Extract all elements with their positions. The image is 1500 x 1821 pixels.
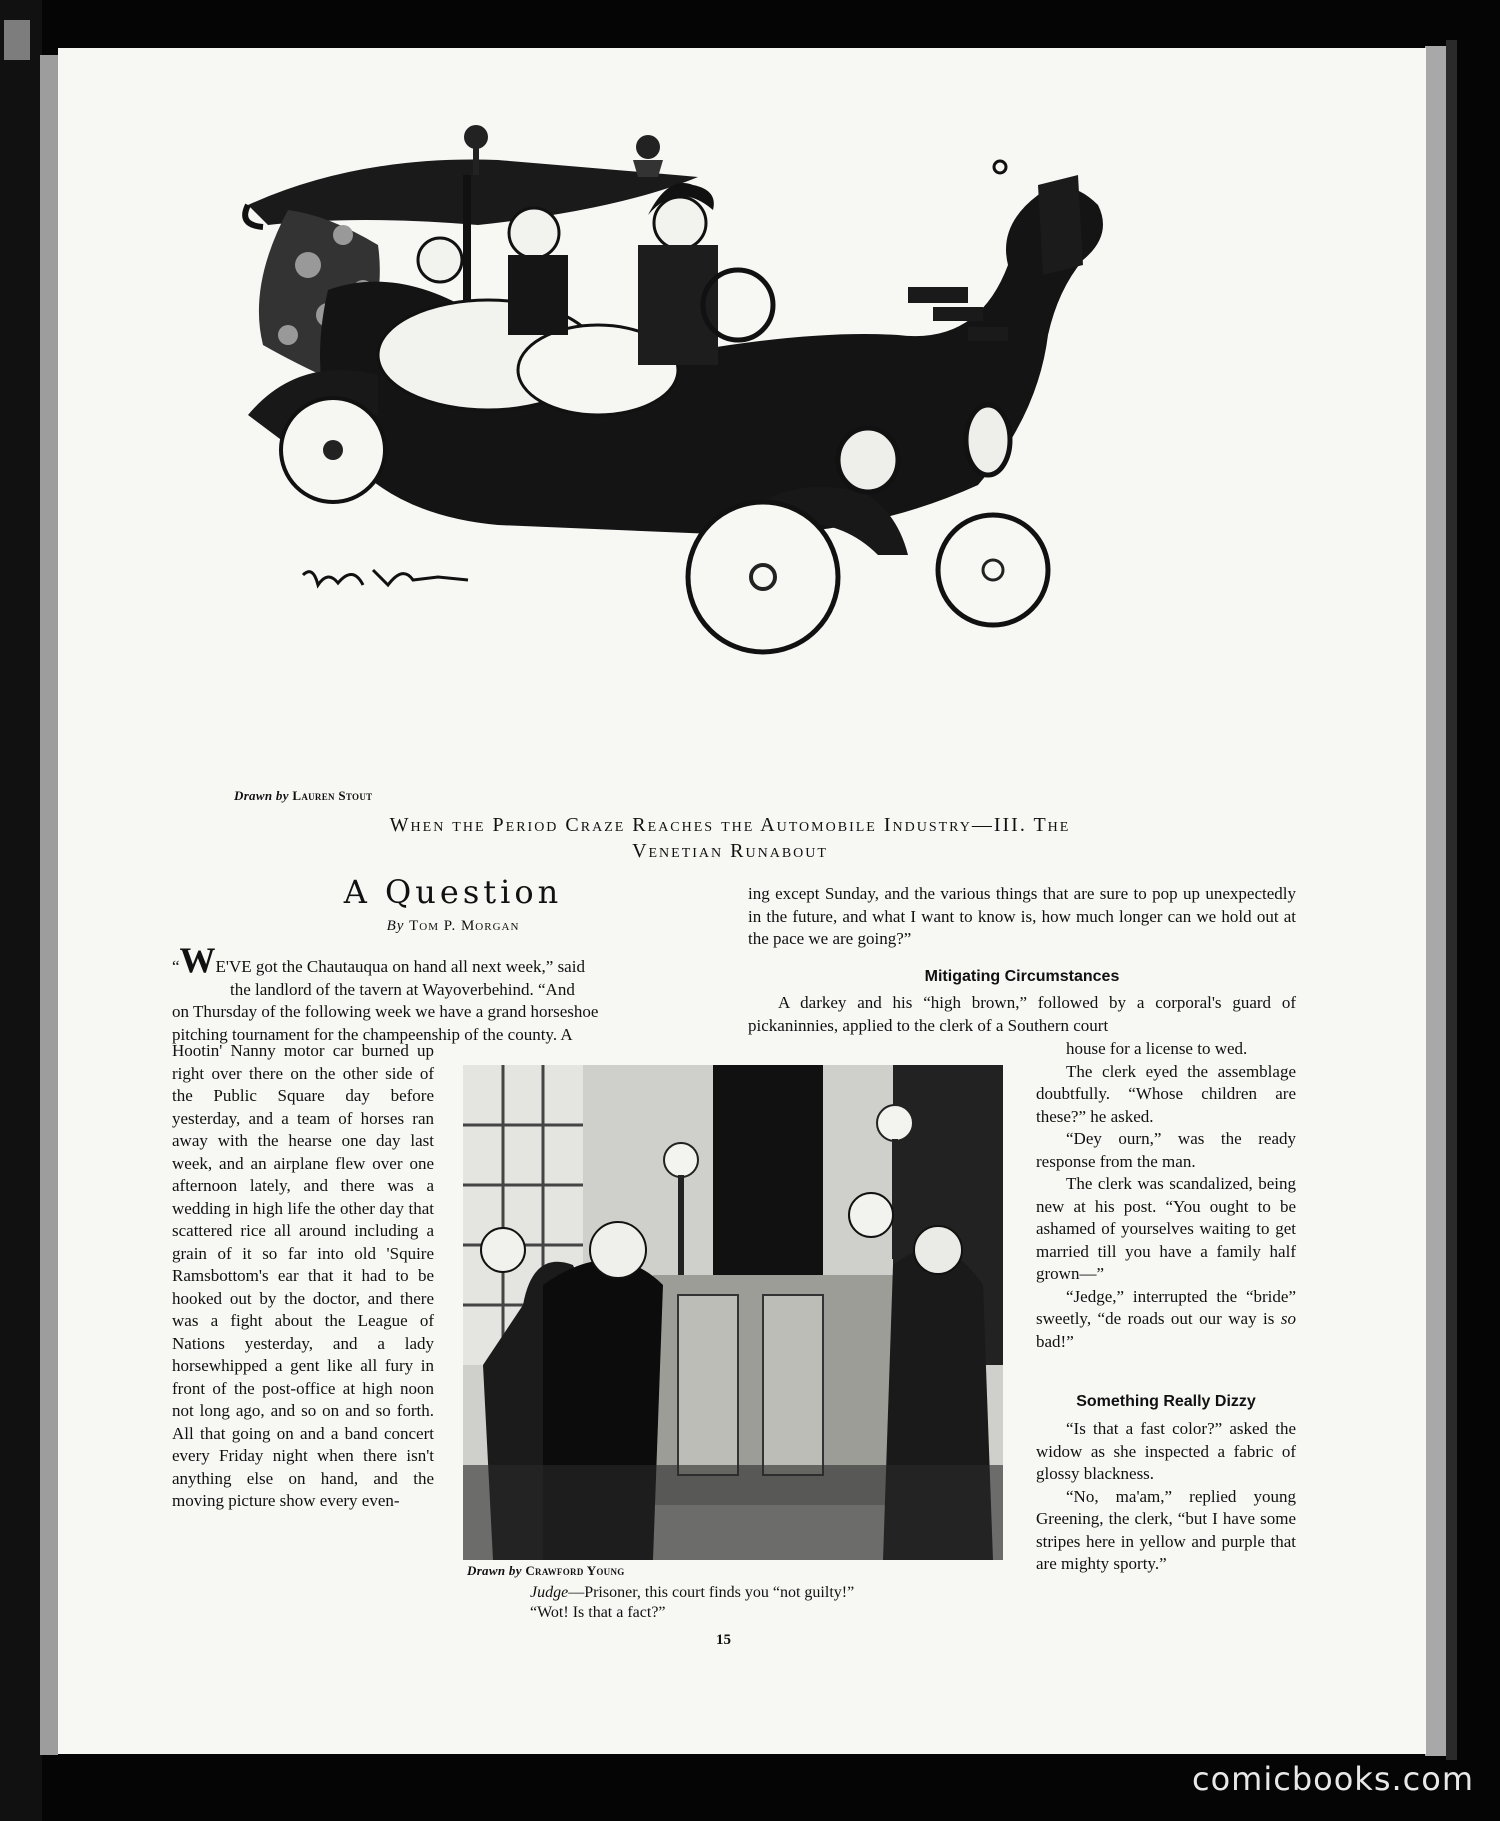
courtroom-cartoon — [463, 1065, 1003, 1560]
article-title: A Question — [343, 873, 563, 911]
cartoon-credit — [467, 1563, 625, 1579]
mitigating-body — [1036, 1038, 1296, 1353]
lead-paragraph — [172, 940, 702, 1046]
subhead-mitigating: Mitigating Circumstances — [924, 968, 1120, 985]
caption-line-2: Venetian Runabout — [632, 840, 828, 862]
open-quote: “ — [172, 957, 180, 976]
dizzy-p2: “No, ma'am,” replied young Greening, the clerk, “but I have some stripes here in yellow and purple that are mighty sporty.” — [1036, 1486, 1296, 1573]
mitigating-lead — [748, 992, 1296, 1037]
cartoon-speaker: Judge — [530, 1584, 569, 1601]
binding-tab — [4, 20, 30, 60]
cartoon-credit-name: Crawford Young — [525, 1563, 625, 1578]
byline-author: Tom P. Morgan — [409, 918, 520, 934]
caption-line-1: When the Period Craze Reaches the Automobile Industry—III. The — [389, 814, 1071, 836]
cartoon-caption-line-1: —Prisoner, this court finds you “not guilty!” — [568, 1584, 855, 1601]
illustration-credit — [234, 788, 372, 804]
cartoon-caption — [530, 1583, 970, 1623]
venetian-runabout-illustration — [178, 115, 1248, 775]
left-page-strip — [40, 55, 58, 1755]
mitigating-p5-a: “Jedge,” interrupted the “bride” sweetly, “de roads out our way is — [1036, 1286, 1296, 1328]
mitigating-p5-emphasis: so — [1280, 1309, 1296, 1328]
page-number: 15 — [716, 1632, 731, 1648]
lead-line-2: the landlord of the tavern at Wayoverbehind. “And — [230, 979, 575, 999]
article-body-column — [172, 1040, 434, 1513]
byline-prefix: By — [386, 918, 405, 934]
lead-line-4: pitching tournament for the champeenship of the county. A — [172, 1024, 573, 1044]
dizzy-body — [1036, 1418, 1296, 1576]
mitigating-p5-b: bad!” — [1036, 1331, 1074, 1351]
article-body-text: Hootin' Nanny motor car burned up right over there on the other side of the Public Square day before yesterday, and a team of horses ran away with the hearse one day last week, and an airplane flew over one afternoon lately, and there was a wedding in high life the other day that scattered rice all around including a grain of it so far into old 'Squire Ramsbottom's ear that it had to be hooked out by the doctor, and there was a fight about the League of Nations yesterday, and a lady horsewhipped a gent like all fury in front of the post-office at high noon not long ago, and so on and so forth. All that going on and a band concert every Friday night when there isn't anything else on hand, and the moving picture show every even- — [172, 1041, 434, 1510]
dizzy-p1: “Is that a fast color?” asked the widow as she inspected a fabric of glossy blackness. — [1036, 1419, 1296, 1483]
credit-name: Lauren Stout — [292, 788, 373, 803]
article-continuation — [748, 883, 1296, 951]
cartoon-credit-prefix: Drawn by — [467, 1563, 522, 1578]
mitigating-p1: house for a license to wed. — [1066, 1039, 1248, 1058]
article-byline — [318, 918, 588, 935]
mitigating-p3: “Dey ourn,” was the ready response from the man. — [1036, 1129, 1296, 1171]
cartoon-caption-line-2: “Wot! Is that a fact?” — [530, 1604, 666, 1621]
mitigating-p2: The clerk eyed the assemblage doubtfully. “Whose children are these?” he asked. — [1036, 1061, 1296, 1126]
mitigating-p4: The clerk was scandalized, being new at his post. “You ought to be ashamed of yourselves waiting to get married till you have a family half grown—” — [1036, 1174, 1296, 1283]
mitigating-lead-text: A darkey and his “high brown,” followed by a corporal's guard of pickaninnies, applied to the clerk of a Southern court — [748, 993, 1296, 1035]
illustration-caption — [320, 812, 1140, 864]
mitigating-p5 — [1036, 1286, 1296, 1354]
left-binding-edge — [0, 0, 42, 1821]
site-watermark: comicbooks.com — [1191, 1760, 1474, 1798]
right-page-edge — [1425, 46, 1446, 1756]
subhead-dizzy: Something Really Dizzy — [1076, 1393, 1256, 1410]
drop-cap: W — [179, 940, 216, 980]
lead-line-1: E'VE got the Chautauqua on hand all next week,” said — [215, 957, 585, 976]
right-binding-edge — [1446, 40, 1457, 1760]
lead-line-3: on Thursday of the following week we have a grand horseshoe — [172, 1002, 599, 1021]
credit-prefix: Drawn by — [234, 788, 289, 803]
continuation-text: ing except Sunday, and the various things that are sure to pop up unexpectedly in the future, and what I want to know is, how much longer can we hold out at the pace we are going?” — [748, 884, 1296, 948]
